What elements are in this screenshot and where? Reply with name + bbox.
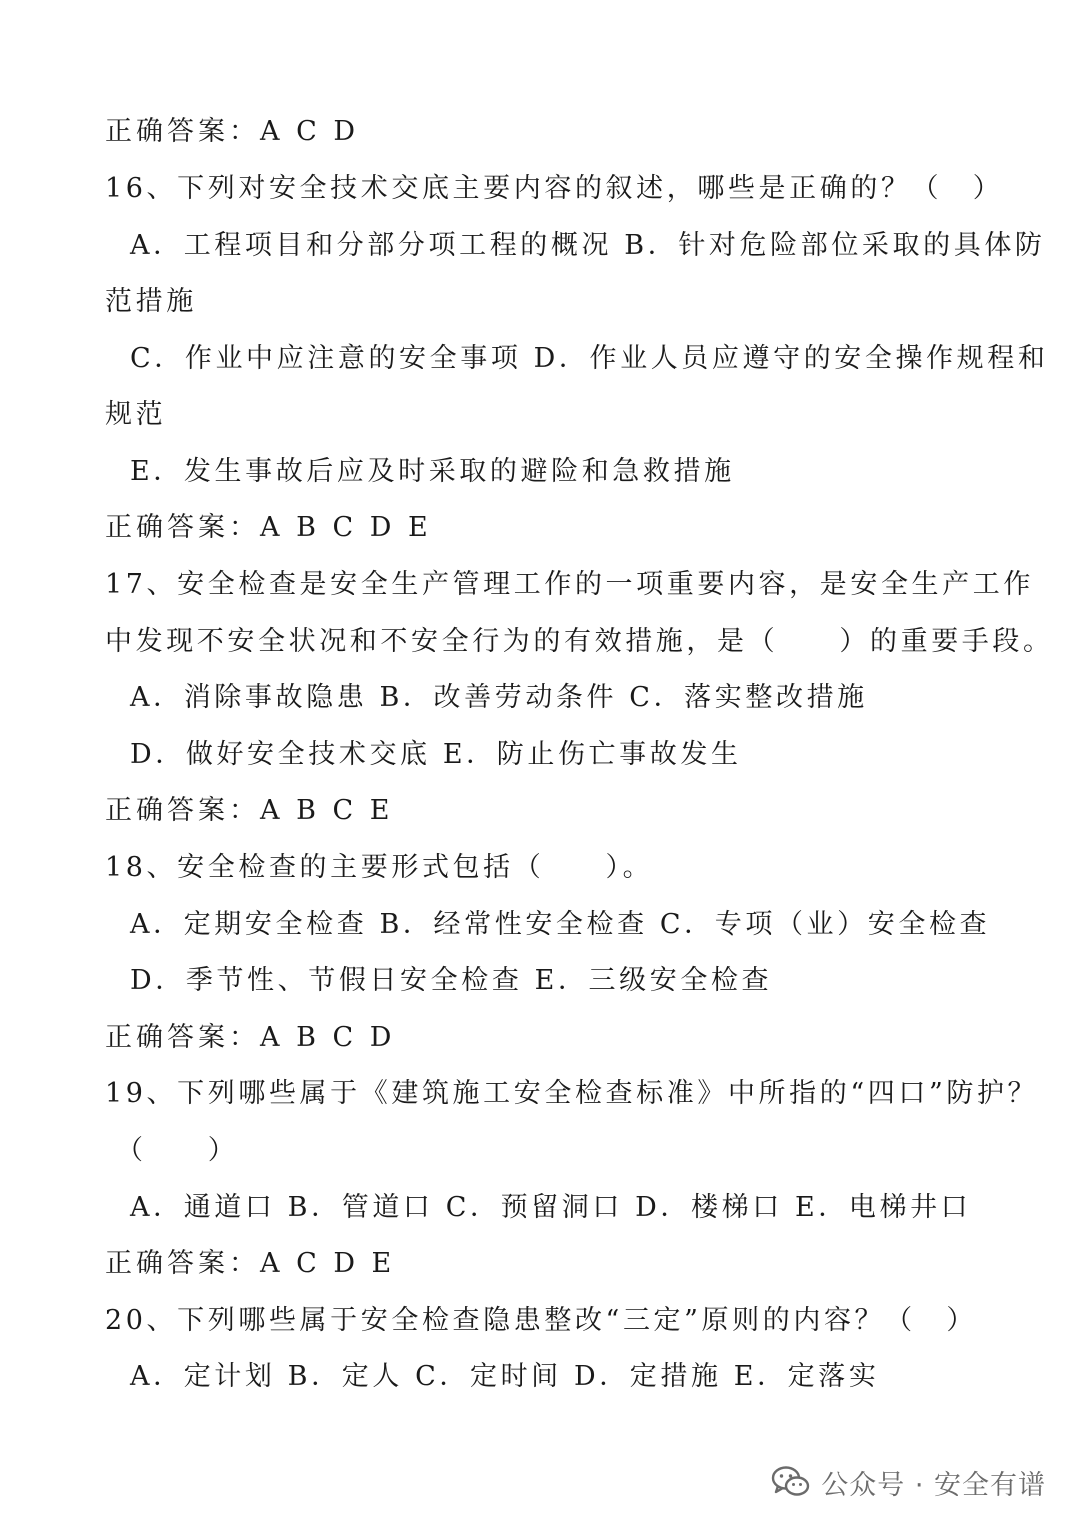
question-17-continued: 中发现不安全状况和不安全行为的有效措施，是（ ）的重要手段。 bbox=[105, 626, 1054, 657]
option-line-continued: 规范 bbox=[105, 399, 167, 430]
option-line: D．做好安全技术交底 E．防止伤亡事故发生 bbox=[130, 739, 742, 770]
answer-q17: 正确答案：A B C E bbox=[105, 795, 394, 826]
answer-q19: 正确答案：A C D E bbox=[105, 1248, 396, 1279]
watermark bbox=[771, 1460, 1046, 1504]
option-line: A．定期安全检查 B．经常性安全检查 C．专项（业）安全检查 bbox=[130, 909, 991, 940]
question-20: 20、下列哪些属于安全检查隐患整改“三定”原则的内容？（ ） bbox=[105, 1305, 977, 1336]
option-line: A．消除事故隐患 B．改善劳动条件 C．落实整改措施 bbox=[130, 682, 868, 713]
question-19: 19、下列哪些属于《建筑施工安全检查标准》中所指的“四口”防护？ bbox=[105, 1078, 1039, 1109]
option-line: D．季节性、节假日安全检查 E．三级安全检查 bbox=[130, 965, 773, 996]
option-line: C．作业中应注意的安全事项 D．作业人员应遵守的安全操作规程和 bbox=[130, 343, 1049, 374]
answer-q18: 正确答案：A B C D bbox=[105, 1022, 396, 1053]
question-18: 18、安全检查的主要形式包括（ ）。 bbox=[105, 852, 654, 883]
option-line-continued: 范措施 bbox=[105, 286, 197, 317]
option-line: E．发生事故后应及时采取的避险和急救措施 bbox=[130, 456, 735, 487]
option-line: A．定计划 B．定人 C．定时间 D．定措施 E．定落实 bbox=[130, 1361, 880, 1392]
answer-q15: 正确答案：A C D bbox=[105, 116, 359, 147]
question-19-blank: （ ） bbox=[116, 1135, 239, 1166]
wechat-icon bbox=[771, 1465, 811, 1499]
option-line: A．通道口 B．管道口 C．预留洞口 D．楼梯口 E．电梯井口 bbox=[130, 1192, 972, 1223]
watermark-text: 公众号 · 安全有谱 bbox=[821, 1469, 1046, 1501]
question-16: 16、下列对安全技术交底主要内容的叙述，哪些是正确的？（ ） bbox=[105, 173, 1004, 204]
option-line: A．工程项目和分部分项工程的概况 B．针对危险部位采取的具体防 bbox=[130, 230, 1046, 261]
question-17: 17、安全检查是安全生产管理工作的一项重要内容，是安全生产工作 bbox=[105, 569, 1034, 600]
answer-q16: 正确答案：A B C D E bbox=[105, 512, 432, 543]
